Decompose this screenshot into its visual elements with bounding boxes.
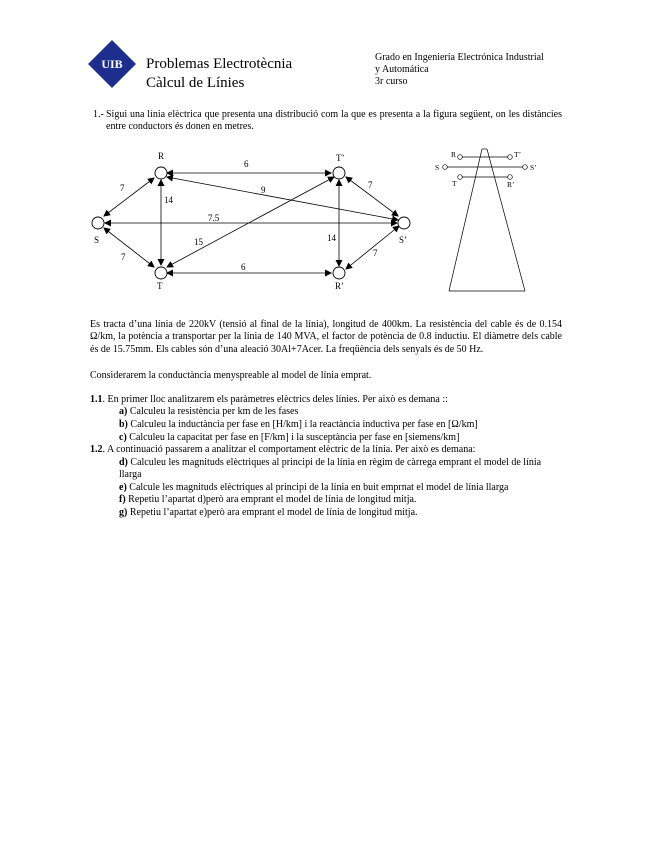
dist-s-sp: 7.5 — [208, 213, 220, 223]
item-d — [119, 457, 562, 482]
conductor-distance-diagram — [84, 146, 414, 296]
tower-sketch — [428, 146, 548, 296]
dist-t-rp: 6 — [241, 262, 246, 272]
tower-label-t-prime: T’ — [514, 150, 522, 159]
label-r: R — [158, 151, 165, 161]
item-a — [119, 406, 562, 418]
item-text: Calculeu les magnituds elèctriques al principi de la línia en règim de càrrega emprant el model de línia llarga — [119, 457, 542, 481]
node-r — [155, 167, 167, 179]
uib-logo — [88, 40, 136, 88]
item-text: Calcule les magnituds elèctriques al principi de la línia en buit emprnat el model de línia llarga — [126, 482, 509, 493]
problem-number: 1.- — [93, 109, 104, 120]
section-text: . A continuació passarem a analitzar el comportament elèctric de la línia. Per això es demana: — [102, 444, 476, 455]
section-1-1 — [90, 394, 562, 406]
course: 3r curso — [375, 76, 408, 87]
doc-subtitle: Càlcul de Línies — [146, 75, 245, 91]
tower-label-t: T — [452, 179, 457, 188]
item-c — [119, 432, 562, 444]
node-s — [92, 217, 104, 229]
label-s: S — [94, 235, 100, 245]
tower-label-s-prime: S’ — [530, 163, 537, 172]
node-r-prime — [333, 267, 345, 279]
item-letter: c) — [119, 432, 127, 443]
item-text: Calculeu la capacitat per fase en [F/km] i la susceptància per fase en [siemens/km] — [126, 432, 460, 443]
dist-t-tp: 15 — [194, 237, 203, 247]
label-r-prime: R’ — [335, 281, 344, 291]
label-t-prime: T’ — [336, 153, 345, 163]
dist-tp-rp: 14 — [327, 233, 336, 243]
item-letter: d) — [119, 457, 128, 468]
item-letter: b) — [119, 419, 128, 430]
section-text: . En primer lloc analitzarem els paràmetres elèctrics deles línies. Per això es demana :: — [102, 394, 448, 405]
dist-r-sp: 9 — [261, 185, 266, 195]
item-g — [119, 507, 562, 519]
degree-info — [375, 52, 575, 88]
item-text: Calculeu la resistència per km de les fases — [127, 406, 299, 417]
section-1-2 — [90, 444, 562, 456]
tower-leg-right — [487, 149, 525, 291]
problem-intro-text: Sigui una línia elèctrica que presenta una distribució com la que es presenta a la figura següent, on les distàncies entre conductors és donen en metres. — [106, 109, 562, 133]
label-t: T — [157, 281, 163, 291]
dist-r-s: 7 — [120, 183, 125, 193]
item-text: Calculeu la inductància per fase en [H/km] i la reactància inductiva per fase en [Ω/km] — [127, 419, 478, 430]
tower-label-r-prime: R’ — [507, 180, 515, 189]
dist-s-t: 7 — [121, 252, 126, 262]
node-t — [155, 267, 167, 279]
item-letter: f) — [119, 494, 126, 505]
section-number: 1.2 — [90, 444, 103, 455]
doc-title: Problemas Electrotècnia — [146, 56, 293, 72]
tower-label-r: R — [451, 150, 457, 159]
tower-node-r-prime — [508, 175, 513, 180]
item-letter: a) — [119, 406, 128, 417]
edge-r-s — [104, 178, 154, 216]
item-letter: g) — [119, 507, 128, 518]
degree-line2: y Automática — [375, 64, 429, 75]
problem-intro — [93, 109, 562, 134]
item-letter: e) — [119, 482, 127, 493]
degree-line1: Grado en Ingeniería Electrónica Industrial — [375, 52, 544, 63]
tower-node-s-prime — [523, 165, 528, 170]
tower-node-t — [458, 175, 463, 180]
problem-note: Considerarem la conductància menyspreable al model de línia emprat. — [90, 370, 372, 381]
dist-r-t: 14 — [164, 195, 173, 205]
tower-node-r — [458, 155, 463, 160]
dist-tp-sp: 7 — [368, 180, 373, 190]
tower-label-s: S — [435, 163, 440, 172]
section-number: 1.1 — [90, 394, 103, 405]
problem-description: Es tracta d’una línia de 220kV (tensió al final de la línia), longitud de 400km. La resistència del cable és de 0.154 Ω/km, la potència a transportar per la línia de 140 MVA, el factor de potència de 0.8 inductiu. El diàmetre dels cable és de 15.75mm. Els cables són d’una aleació 30Al+7Acer. La freqüència dels senyals és de 50 Hz. — [90, 319, 562, 355]
tower-leg-left — [449, 149, 482, 291]
edge-r-sp — [167, 177, 398, 220]
tower-node-t-prime — [508, 155, 513, 160]
label-s-prime: S’ — [399, 235, 408, 245]
item-f — [119, 494, 562, 506]
dist-sp-rp: 7 — [373, 248, 378, 258]
item-e — [119, 482, 562, 494]
item-text: Repetiu l’apartat d)però ara emprant el model de línia de longitud mitja. — [125, 494, 417, 505]
node-s-prime — [398, 217, 410, 229]
logo-text: UIB — [101, 57, 123, 71]
edge-s-t — [104, 228, 154, 267]
item-text: Repetiu l’apartat e)però ara emprant el model de línia de longitud mitja. — [127, 507, 418, 518]
tower-node-s — [443, 165, 448, 170]
node-t-prime — [333, 167, 345, 179]
dist-r-tp: 6 — [244, 159, 249, 169]
edge-t-tp — [167, 177, 334, 267]
item-b — [119, 419, 562, 431]
